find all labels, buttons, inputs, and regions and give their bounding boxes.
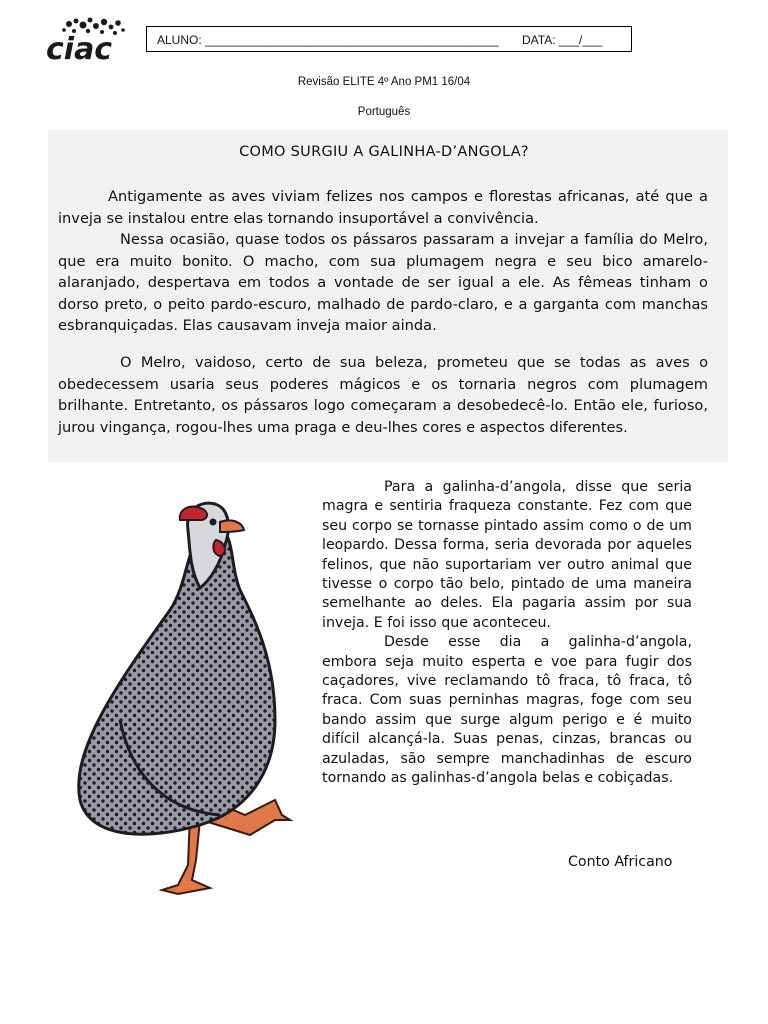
date-field: DATA: ___/___ (522, 33, 603, 47)
paragraph-4: Para a galinha-d’angola, disse que seria magra e sentiria fraqueza constante. Fez com que seu corpo se tornasse pintado assim como o de um leopardo. Dessa forma, seria devorada por aqueles felinos, que não suportariam ver outro animal que tivesse o corpo tão belo, pintado de uma maneira semelhante ao deles. Ela pagaria assim por sua inveja. E foi isso que aconteceu. (322, 479, 692, 631)
paragraph-1: Antigamente as aves viviam felizes nos campos e florestas africanas, até que a inveja se instalou entre elas tornando insuportável a convivência. (58, 188, 708, 227)
student-header-box (146, 26, 632, 52)
story-signature: Conto Africano (568, 854, 673, 870)
student-name-field: ALUNO: ____________________________________________ (157, 33, 499, 47)
story-continuation (322, 478, 692, 789)
guinea-fowl-illustration (60, 470, 310, 910)
story-title: COMO SURGIU A GALINHA-D’ANGOLA? (239, 144, 529, 160)
subject-label: Português (357, 106, 411, 118)
svg-text:ciac: ciac (46, 32, 113, 62)
paragraph-5: Desde esse dia a galinha-d’angola, embora seja muito esperta e voe para fugir dos caçadores, vive reclamando tô fraca, tô fraca, tô fraca. Com suas perninhas magras, foge com seu bando assim que surge algum perigo e é muito difícil alcançá-la. Suas penas, cinzas, brancas ou azuladas, são sempre manchadinhas de escuro tornando as galinhas-d’angola belas e cobiçadas. (322, 634, 692, 787)
paragraph-2: Nessa ocasião, quase todos os pássaros passaram a invejar a família do Melro, que era muito bonito. O macho, com sua plumagem negra e seu bico amarelo-alaranjado, despertava em todos a vontade de ser igual a ele. As fêmeas tinham o dorso preto, o peito pardo-escuro, malhado de pardo-claro, e a garganta com manchas esbranquiçadas. Elas causavam inveja maior ainda. (58, 231, 708, 334)
school-logo (44, 16, 128, 62)
paragraph-3: O Melro, vaidoso, certo de sua beleza, prometeu que se todas as aves o obedecessem usaria seus poderes mágicos e os tornaria negros com plumagem brilhante. Entretanto, os pássaros logo começaram a desobedecê-lo. Então ele, furioso, jurou vingança, rogou-lhes uma praga e deu-lhes cores e aspectos diferentes. (58, 354, 708, 436)
exam-title: Revisão ELITE 4º Ano PM1 16/04 (297, 76, 471, 88)
